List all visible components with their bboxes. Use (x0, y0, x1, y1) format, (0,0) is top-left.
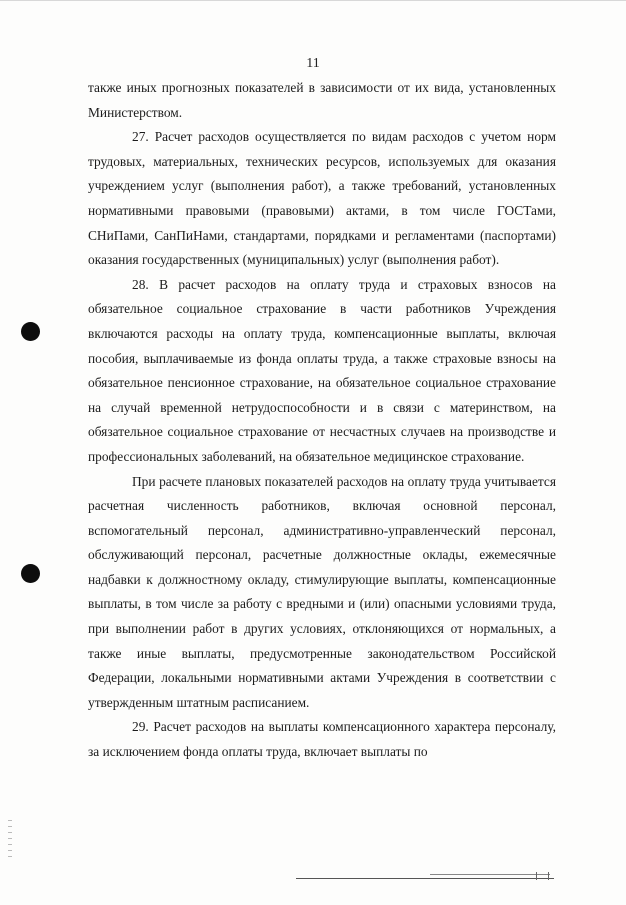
paragraph-27: 27. Расчет расходов осуществляется по видам расходов с учетом норм трудовых, материальных, технических ресурсов, используемых для оказания учреждением услуг (выполнения работ), а также требований, установленных нормативными правовыми (правовыми) актами, в том числе ГОСТами, СНиПами, СанПиНами, стандартами, порядками и регламентами (паспортами) оказания государственных (муниципальных) услуг (выполнения работ). (88, 129, 556, 268)
bottom-tick-mark (536, 872, 537, 880)
paragraph-continued: также иных прогнозных показателей в зависимости от их вида, установленных Министерством. (88, 80, 556, 120)
bottom-rule (296, 878, 554, 879)
punch-hole-lower (21, 564, 40, 583)
paragraph-29: 29. Расчет расходов на выплаты компенсационного характера персоналу, за исключением фонда оплаты труда, включает выплаты по (88, 719, 556, 760)
scan-edge-line (0, 0, 626, 1)
paragraph-28-continued: При расчете плановых показателей расходов на оплату труда учитывается расчетная численность работников, включая основной персонал, вспомогательный персонал, административно-управленческий персонал, обслуживающий персонал, расчетные должностные оклады, ежемесячные надбавки к должностному окладу, стимулирующие выплаты, компенсационные выплаты, в том числе за работу с вредными и (или) опасными условиями труда, при выполнении работ в других условиях, отклоняющихся от нормальных, а также иные выплаты, предусмотренные законодательством Российской Федерации, локальными нормативными актами Учреждения в соответствии с утвержденным штатным расписанием. (88, 473, 556, 710)
punch-hole-upper (21, 322, 40, 341)
paragraph-28: 28. В расчет расходов на оплату труда и страховых взносов на обязательное социальное страхование в части работников Учреждения включаются расходы на оплату труда, компенсационные выплаты, включая пособия, выплачиваемые из фонда оплаты труда, а также страховые взносы на обязательное пенсионное страхование, на обязательное социальное страхование на случай временной нетрудоспособности и в связи с материнством, на обязательное социальное страхование от несчастных случаев на производстве и профессиональных заболеваний, на обязательное медицинское страхование. (88, 276, 556, 464)
bottom-tick-mark (548, 872, 549, 880)
scan-noise (8, 820, 12, 860)
page-number: 11 (306, 56, 320, 71)
bottom-rule-secondary (430, 874, 550, 875)
document-body (88, 76, 556, 765)
